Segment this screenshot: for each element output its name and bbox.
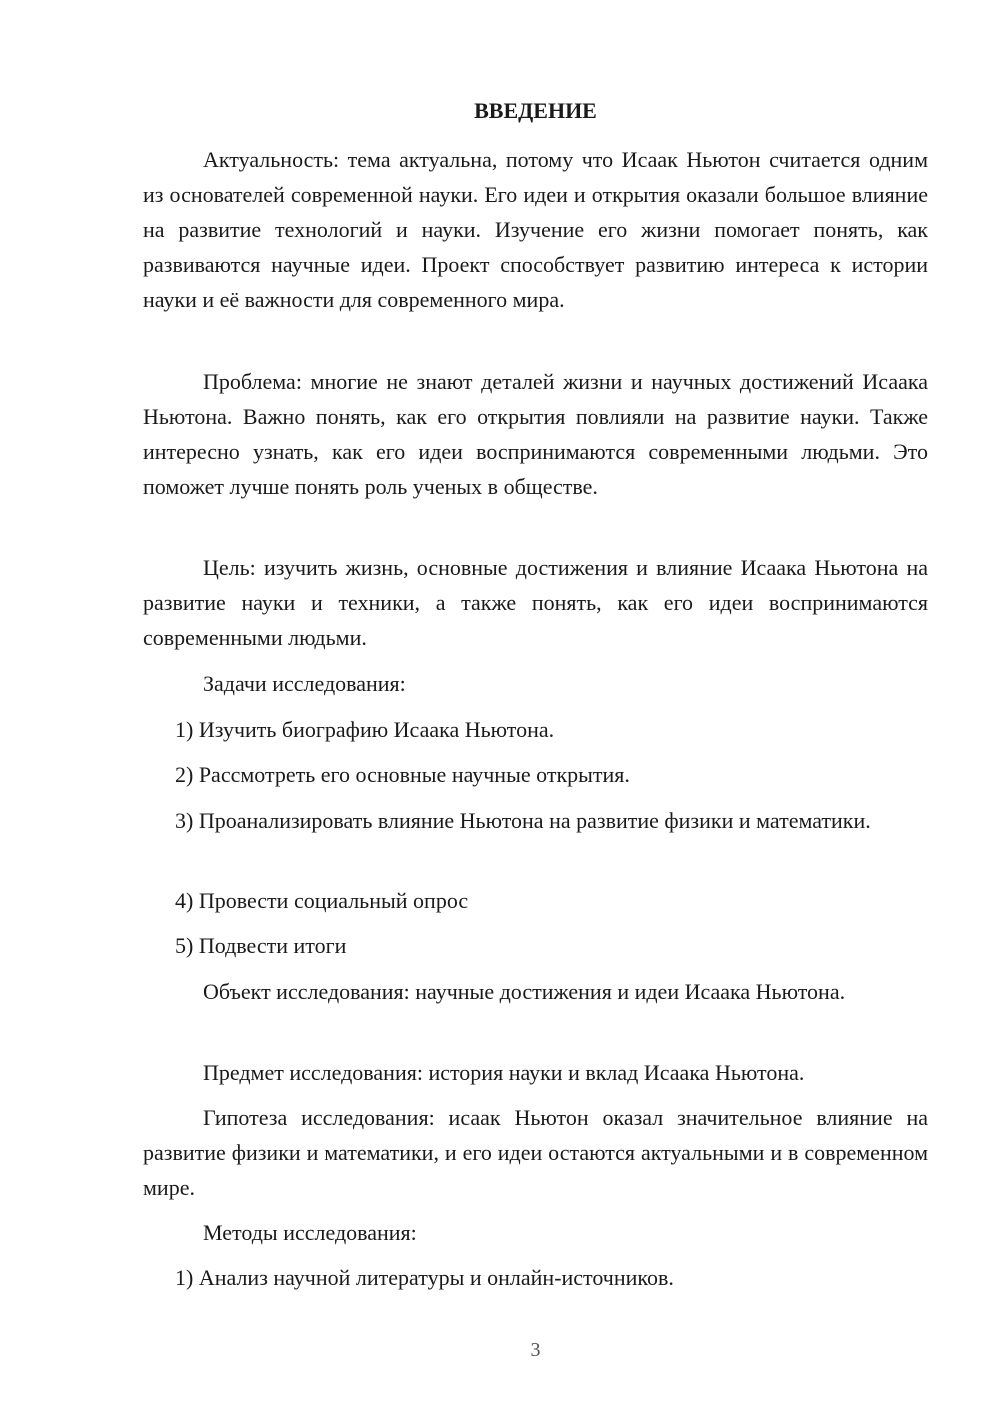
task-item-3: 3) Проанализировать влияние Ньютона на развитие физики и математики. [175, 808, 871, 833]
problem-paragraph: Проблема: многие не знают деталей жизни и научных достижений Исаака Ньютона. Важно понять, как его открытия повлияли на развитие науки. Также интересно узнать, как его идеи воспринимаются современными людьми. Это поможет лучше понять роль ученых в обществе. [143, 369, 928, 499]
task-item-2: 2) Рассмотреть его основные научные открытия. [175, 762, 630, 787]
page-heading: ВВЕДЕНИЕ [474, 98, 597, 123]
relevance-paragraph: Актуальность: тема актуальна, потому что Исаак Ньютон считается одним из основателей современной науки. Его идеи и открытия оказали большое влияние на развитие технологий и науки. Изучение его жизни помогает понять, как развиваются научные идеи. Проект способствует развитию интереса к истории науки и её важности для современного мира. [143, 147, 928, 312]
hypothesis-paragraph: Гипотеза исследования: исаак Ньютон оказал значительное влияние на развитие физики и математики, и его идеи остаются актуальными и в современном мире. [143, 1105, 928, 1200]
subject-paragraph: Предмет исследования: история науки и вклад Исаака Ньютона. [203, 1060, 805, 1085]
task-item-5: 5) Подвести итоги [175, 933, 347, 958]
task-item-1: 1) Изучить биографию Исаака Ньютона. [175, 717, 555, 742]
goal-paragraph: Цель: изучить жизнь, основные достижения и влияние Исаака Ньютона на развитие науки и техники, а также понять, как его идеи воспринимаются современными людьми. [143, 555, 928, 650]
methods-title: Методы исследования: [203, 1220, 417, 1245]
tasks-title: Задачи исследования: [203, 671, 406, 696]
page-number: 3 [530, 1339, 541, 1361]
object-paragraph: Объект исследования: научные достижения и идеи Исаака Ньютона. [203, 979, 846, 1004]
task-item-4: 4) Провести социальный опрос [175, 888, 469, 913]
document-page [143, 0, 928, 1414]
method-item-1: 1) Анализ научной литературы и онлайн-источников. [175, 1265, 674, 1290]
